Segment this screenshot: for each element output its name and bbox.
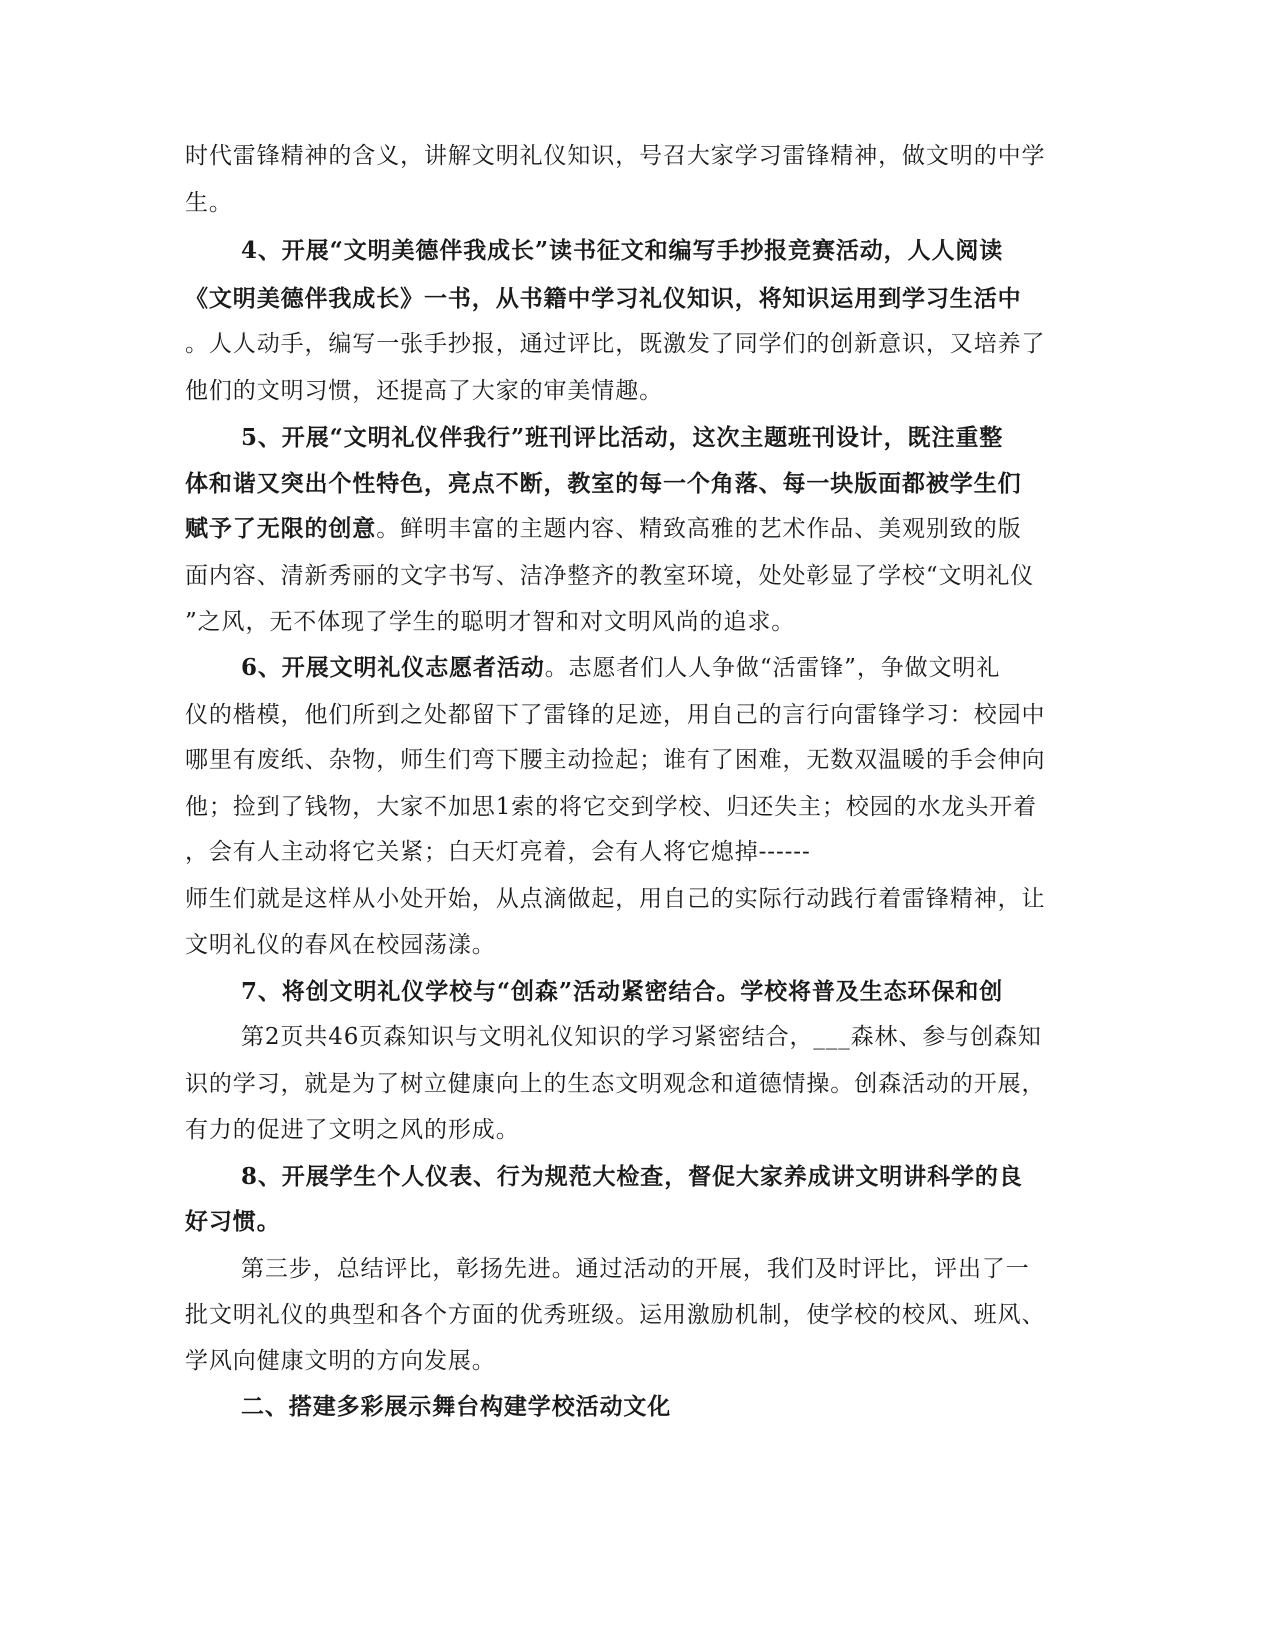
- text-line: 识的学习，就是为了树立健康向上的生态文明观念和道德情操。创森活动的开展，: [185, 1071, 1046, 1097]
- bold-phrase: 赋予了无限的创意: [185, 515, 377, 542]
- text-line: 学风向健康文明的方向发展。: [185, 1348, 496, 1374]
- text-line: 批文明礼仪的典型和各个方面的优秀班级。运用激励机制，使学校的校风、班风、: [185, 1302, 1046, 1328]
- text-run: 。志愿者们人人争做“活雷锋”，争做文明礼: [544, 655, 1001, 681]
- text-line: 生。: [185, 190, 233, 216]
- text-line: 好习惯。: [185, 1208, 281, 1235]
- section-heading-7: 7、将创文明礼仪学校与“创森”活动紧密结合。学校将普及生态环保和创: [241, 978, 1004, 1005]
- text-line: 《文明美德伴我成长》一书，从书籍中学习礼仪知识，将知识运用到学习生活中: [185, 285, 1022, 312]
- text-line: 。人人动手，编写一张手抄报，通过评比，既激发了同学们的创新意识，又培养了: [185, 331, 1046, 357]
- section-heading-4: 4、开展“文明美德伴我成长”读书征文和编写手抄报竞赛活动，人人阅读: [241, 237, 1004, 264]
- text-line: 哪里有废纸、杂物，师生们弯下腰主动捡起；谁有了困难，无数双温暖的手会伸向: [185, 747, 1046, 773]
- text-line: 体和谐又突出个性特色，亮点不断，教室的每一个角落、每一块版面都被学生们: [185, 470, 1022, 497]
- text-line: [185, 514, 1022, 544]
- text-line: 面内容、清新秀丽的文字书写、洁净整齐的教室环境，处处彰显了学校“文明礼仪: [185, 563, 1035, 589]
- text-line: 他；捡到了钱物，大家不加思1索的将它交到学校、归还失主；校园的水龙头开着: [185, 794, 1038, 820]
- section-heading-5: 5、开展“文明礼仪伴我行”班刊评比活动，这次主题班刊设计，既注重整: [241, 424, 1004, 451]
- section-heading-8: 8、开展学生个人仪表、行为规范大检查，督促大家养成讲文明讲科学的良: [241, 1163, 1023, 1190]
- text-run: 。鲜明丰富的主题内容、精致高雅的艺术作品、美观别致的版: [376, 516, 1022, 542]
- text-line: 文明礼仪的春风在校园荡漾。: [185, 932, 496, 958]
- text-line: 时代雷锋精神的含义，讲解文明礼仪知识，号召大家学习雷锋精神，做文明的中学: [185, 143, 1046, 169]
- section-heading-6: [241, 653, 1000, 683]
- text-line: ，会有人主动将它关紧；白天灯亮着，会有人将它熄掉------: [185, 839, 811, 865]
- text-line: 师生们就是这样从小处开始，从点滴做起，用自己的实际行动践行着雷锋精神，让: [185, 886, 1046, 912]
- bold-phrase: 6、开展文明礼仪志愿者活动: [241, 654, 545, 681]
- text-line: 第2页共46页森知识与文明礼仪知识的学习紧密结合，___森林、参与创森知: [241, 1024, 1042, 1050]
- text-line: 仪的楷模，他们所到之处都留下了雷锋的足迹，用自己的言行向雷锋学习：校园中: [185, 702, 1046, 728]
- text-line: ”之风，无不体现了学生的聪明才智和对文明风尚的追求。: [185, 609, 796, 635]
- text-line: 第三步，总结评比，彰扬先进。通过活动的开展，我们及时评比，评出了一: [241, 1256, 1030, 1282]
- chapter-heading: 二、搭建多彩展示舞台构建学校活动文化: [241, 1393, 672, 1420]
- text-line: 他们的文明习惯，还提高了大家的审美情趣。: [185, 378, 663, 404]
- text-line: 有力的促进了文明之风的形成。: [185, 1117, 520, 1143]
